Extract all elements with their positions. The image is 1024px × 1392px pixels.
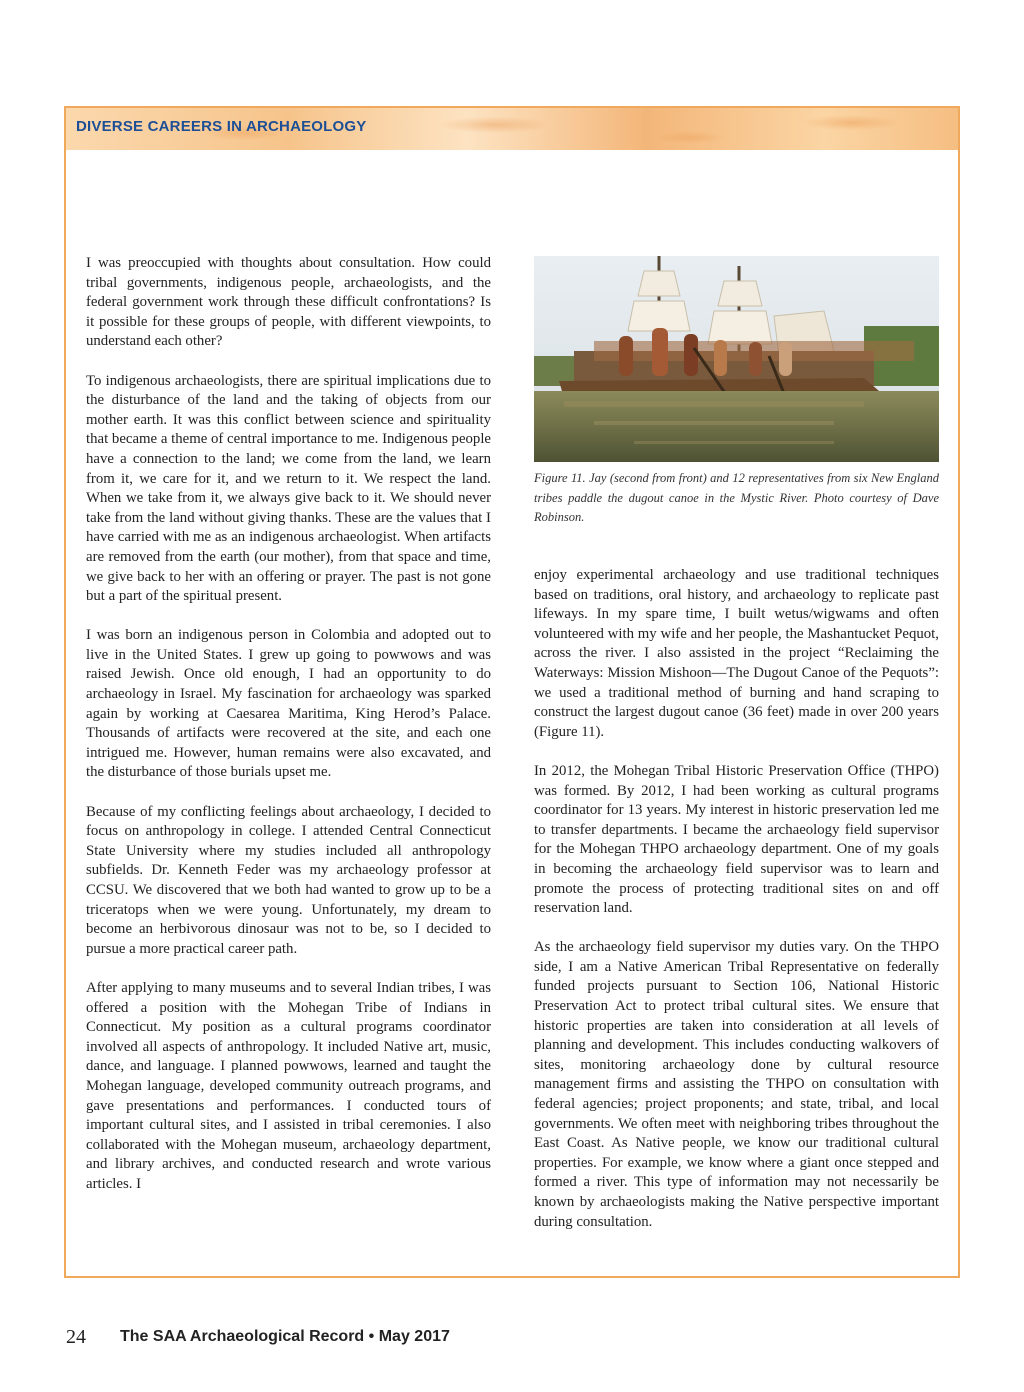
paragraph: I was born an indigenous person in Colombia and adopted out to live in the United States. I grew up going to powwows and was raised Jewish. Once old enough, I had an opportunity to do archaeology in Israel. My fascination for archaeology was sparked again by working at Caesarea Maritima, King Herod’s Palace. Thousands of artifacts were recovered at the site, and each one intrigued me. However, human remains were also excavated, and the disturbance of those burials upset me. [86, 627, 491, 781]
publication-title: The SAA Archaeological Record [120, 1328, 365, 1345]
paragraph: To indigenous archaeologists, there are spiritual implications due to the disturbance of the land and the taking of objects from our mother earth. It was this conflict between science and spirituality that became a theme of central importance to me. Indigenous people have a connection to the land; we come from the land, we learn from it, we care for it, and we return to it. We respect the land. When we take from it, we always give back to it. We should never take from the land without giving thanks. These are the values that I have carried with me as an indigenous archaeologist. When artifacts are removed from the earth (our mother), from that space and time, we give back to her with an offering or prayer. The past is not gone but a part of the spiritual present. [86, 372, 491, 605]
paragraph: In 2012, the Mohegan Tribal Historic Preservation Office (THPO) was formed. By 2012, I had been working as cultural programs coordinator for 13 years. My interest in historic preservation led me to transfer departments. I became the archaeology field supervisor for the Mohegan THPO archaeology department. One of my goals in becoming the archaeology field supervisor was to learn and promote the process of protecting traditional sites on and off reservation land. [534, 762, 939, 917]
section-banner [66, 108, 958, 150]
canoe-photo-illustration [534, 256, 939, 462]
paragraph: After applying to many museums and to several Indian tribes, I was offered a position with the Mohegan Tribe of Indians in Connecticut. My position as a cultural programs coordinator involved all aspects of anthropology. It included Native art, music, dance, and language. I planned powwows, learned and taught the Mohegan language, developed community outreach programs, and gave presentations and performances. I conducted tours of important cultural sites, and I assisted in tribal ceremonies. I also collaborated with the Mohegan museum, archaeology department, and library archives, and conducted research and wrote various articles. I [86, 979, 491, 1192]
issue-date: May 2017 [378, 1328, 450, 1345]
right-column [534, 566, 939, 1252]
bullet-separator: • [368, 1328, 375, 1345]
canoe-photo [534, 256, 939, 462]
publication-line [120, 1328, 450, 1346]
paragraph: I was preoccupied with thoughts about consultation. How could tribal governments, indigenous people, archaeologists, and the federal government work through these difficult confrontations? Is it possible for these groups of people, with different viewpoints, to understand each other? [86, 255, 491, 350]
paragraph: Because of my conflicting feelings about archaeology, I decided to focus on anthropology in college. I attended Central Connecticut State University where my studies included all anthropology subfields. Dr. Kenneth Feder was my archaeology professor at CCSU. We discovered that we both had wanted to grow up to be a triceratops when we were young. Unfortunately, my dream to become an herbivorous dinosaur was not to be, so I decided to pursue a more practical career path. [86, 803, 491, 957]
section-title: DIVERSE CAREERS IN ARCHAEOLOGY [76, 118, 367, 135]
paragraph: enjoy experimental archaeology and use traditional techniques based on traditions, oral history, and archaeology to replicate past lifeways. In my spare time, I built wetus/wigwams and often volunteered with my wife and her people, the Mashantucket Pequot, across the river. I also assisted in the project “Reclaiming the Waterways: Mission Mishoon—The Dugout Canoe of the Pequots”: we used a traditional method of burning and hand scraping to construct the largest dugout canoe (36 feet) made in over 200 years (Figure 11). [534, 567, 939, 740]
page-number: 24 [66, 1326, 86, 1348]
figure-caption: Figure 11. Jay (second from front) and 12 representatives from six New England tribes paddle the dugout canoe in the Mystic River. Photo courtesy of Dave Robinson. [534, 471, 939, 524]
left-column [86, 254, 491, 1214]
paragraph: As the archaeology field supervisor my duties vary. On the THPO side, I am a Native American Tribal Representative on federally funded projects pursuant to Section 106, National Historic Preservation Act to protect tribal cultural sites. We ensure that historic properties are taken into consideration at all levels of planning and development. This includes conducting walkovers of sites, monitoring archaeology done by cultural resource management firms and assisting the THPO on consultation with federal agencies; project proponents; and state, tribal, and local governments. We often meet with neighboring tribes throughout the East Coast. As Native people, we know our traditional cultural properties. For example, we know where a giant once stepped and formed a river. This type of information may not necessarily be known by archaeologists making the Native perspective important during consultation. [534, 939, 939, 1230]
